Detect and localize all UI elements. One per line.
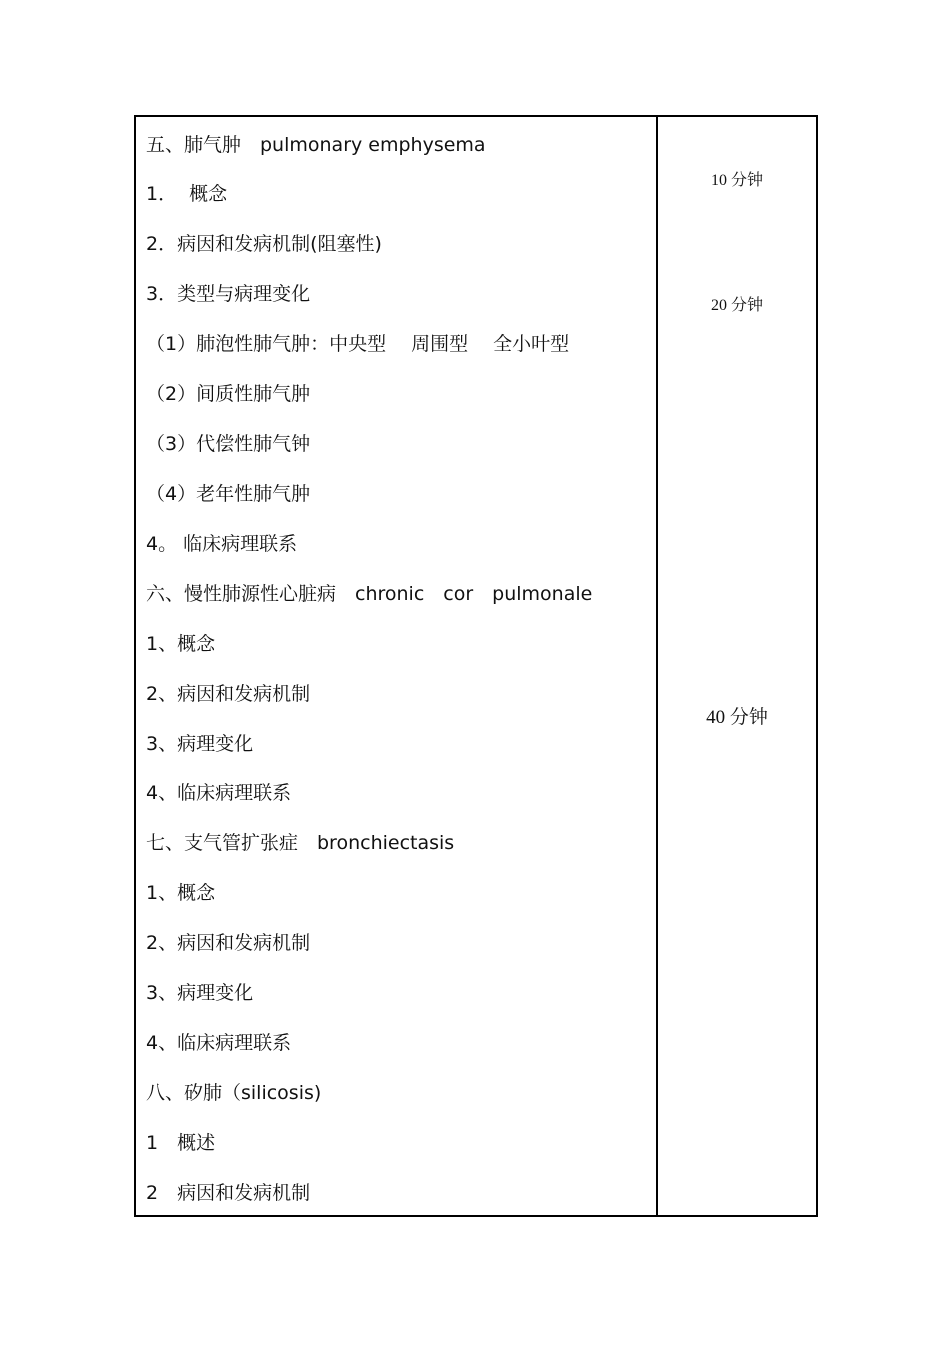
content-line: 1 概述 bbox=[146, 1132, 216, 1154]
content-line: 七、支气管扩张症 bronchiectasis bbox=[146, 832, 455, 854]
content-line: 3、病理变化 bbox=[146, 982, 254, 1004]
content-line: （2）间质性肺气肿 bbox=[146, 383, 311, 405]
content-line: 3、病理变化 bbox=[146, 733, 254, 755]
content-line: 五、肺气肿 pulmonary emphysema bbox=[146, 134, 486, 156]
content-line: 2、病因和发病机制 bbox=[146, 683, 311, 705]
content-line: 2．病因和发病机制(阻塞性) bbox=[146, 233, 382, 255]
content-line: 1、概念 bbox=[146, 633, 216, 655]
content-line: 1． 概念 bbox=[146, 183, 228, 205]
content-line: 4、临床病理联系 bbox=[146, 782, 292, 804]
lesson-table bbox=[134, 115, 818, 1217]
time-label: 20 分钟 bbox=[710, 297, 763, 314]
content-line: 3．类型与病理变化 bbox=[146, 283, 311, 305]
content-line: 2、病因和发病机制 bbox=[146, 932, 311, 954]
time-label: 40 分钟 bbox=[706, 707, 768, 728]
time-label: 10 分钟 bbox=[710, 172, 763, 189]
content-line: （4）老年性肺气肿 bbox=[146, 483, 311, 505]
content-line: （3）代偿性肺气钟 bbox=[146, 433, 311, 455]
content-cell bbox=[136, 117, 656, 1215]
content-line: 4、临床病理联系 bbox=[146, 1032, 292, 1054]
content-line: （1）肺泡性肺气肿：中央型 周围型 全小叶型 bbox=[146, 333, 570, 355]
content-line: 1、概念 bbox=[146, 882, 216, 904]
time-cell bbox=[658, 117, 816, 1215]
content-line: 八、矽肺（silicosis) bbox=[146, 1082, 322, 1104]
content-line: 4。 临床病理联系 bbox=[146, 533, 298, 555]
content-line: 2 病因和发病机制 bbox=[146, 1182, 311, 1204]
content-line: 六、慢性肺源性心脏病 chronic cor pulmonale bbox=[146, 583, 593, 605]
